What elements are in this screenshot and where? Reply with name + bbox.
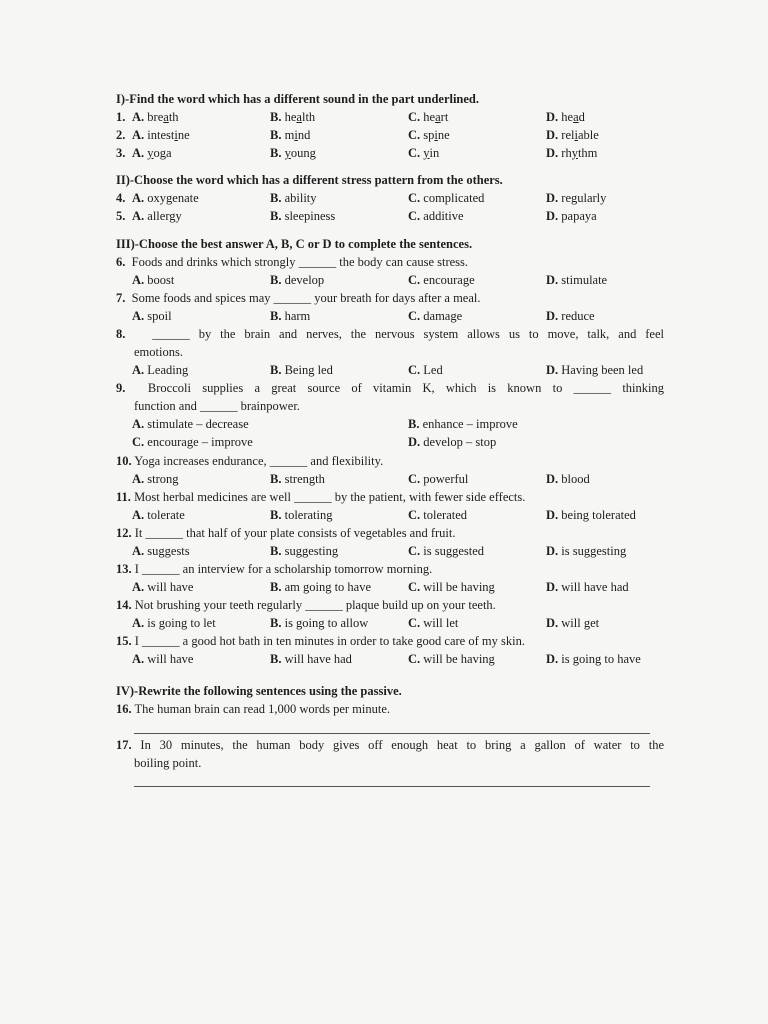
option-c: C. encourage – improve xyxy=(132,435,253,449)
question-stem: 9. Broccoli supplies a great source of vitamin K, which is known to ______ thinking xyxy=(116,381,665,395)
question-stem: 14. Not brushing your teeth regularly ______ plaque build up on your teeth. xyxy=(116,598,496,612)
option-a: A. stimulate – decrease xyxy=(132,417,249,431)
option-a: A. yoga xyxy=(132,146,172,160)
option-a: A. will have xyxy=(132,580,194,594)
question-stem: 10. Yoga increases endurance, ______ and flexibility. xyxy=(116,454,384,468)
option-a: A. strong xyxy=(132,472,179,486)
question-stem: 7. Some foods and spices may ______ your breath for days after a meal. xyxy=(116,291,481,305)
option-b: B. is going to allow xyxy=(270,616,369,630)
question-stem-continued: emotions. xyxy=(134,345,183,359)
option-c: C. additive xyxy=(408,209,464,223)
option-c: C. will let xyxy=(408,616,459,630)
question-stem-continued: function and ______ brainpower. xyxy=(134,399,300,413)
question-stem: 15. I ______ a good hot bath in ten minutes in order to take good care of my skin. xyxy=(116,634,525,648)
question-stem: 11. Most herbal medicines are well ______ by the patient, with fewer side effects. xyxy=(116,490,526,504)
option-b: B. Being led xyxy=(270,363,333,377)
option-a: A. Leading xyxy=(132,363,189,377)
option-c: C. will be having xyxy=(408,580,495,594)
option-c: C. powerful xyxy=(408,472,469,486)
question-stem: 16. The human brain can read 1,000 words per minute. xyxy=(116,702,391,716)
section-heading-4: IV)-Rewrite the following sentences using the passive. xyxy=(116,684,402,698)
question-number: 5. xyxy=(116,209,126,223)
section-heading-1: I)-Find the word which has a different sound in the part underlined. xyxy=(116,92,480,106)
option-b: B. young xyxy=(270,146,316,160)
option-b: B. suggesting xyxy=(270,544,339,558)
question-number: 4. xyxy=(116,191,126,205)
question-stem: 6. Foods and drinks which strongly ______ the body can cause stress. xyxy=(116,255,469,269)
option-c: C. encourage xyxy=(408,273,475,287)
option-d: D. is going to have xyxy=(546,652,641,666)
option-c: C. damage xyxy=(408,309,463,323)
option-a: A. spoil xyxy=(132,309,172,323)
option-c: C. tolerated xyxy=(408,508,468,522)
option-b: B. strength xyxy=(270,472,325,486)
option-d: D. stimulate xyxy=(546,273,608,287)
option-a: A. is going to let xyxy=(132,616,216,630)
option-d: D. reduce xyxy=(546,309,595,323)
answer-line[interactable] xyxy=(134,733,650,734)
option-d: D. will have had xyxy=(546,580,629,594)
question-stem: 12. It ______ that half of your plate consists of vegetables and fruit. xyxy=(116,526,456,540)
question-stem: 17. In 30 minutes, the human body gives off enough heat to bring a gallon of water to the xyxy=(116,738,664,752)
option-a: A. boost xyxy=(132,273,175,287)
option-b: B. develop xyxy=(270,273,325,287)
option-d: D. will get xyxy=(546,616,600,630)
option-b: B. ability xyxy=(270,191,317,205)
option-c: C. heart xyxy=(408,110,449,124)
option-a: A. breath xyxy=(132,110,179,124)
option-b: B. will have had xyxy=(270,652,352,666)
option-b: B. enhance – improve xyxy=(408,417,518,431)
question-number: 3. xyxy=(116,146,126,160)
option-c: C. will be having xyxy=(408,652,495,666)
question-stem: 13. I ______ an interview for a scholarship tomorrow morning. xyxy=(116,562,433,576)
option-a: A. suggests xyxy=(132,544,190,558)
question-stem: 8. ______ by the brain and nerves, the nervous system allows us to move, talk, and feel xyxy=(116,327,665,341)
option-d: D. reliable xyxy=(546,128,599,142)
question-number: 1. xyxy=(116,110,126,124)
option-c: C. spine xyxy=(408,128,450,142)
section-heading-3: III)-Choose the best answer A, B, C or D to complete the sentences. xyxy=(116,237,473,251)
answer-line[interactable] xyxy=(134,786,650,787)
option-d: D. regularly xyxy=(546,191,607,205)
option-a: A. will have xyxy=(132,652,194,666)
option-b: B. tolerating xyxy=(270,508,333,522)
option-a: A. allergy xyxy=(132,209,182,223)
option-d: D. being tolerated xyxy=(546,508,636,522)
option-d: D. head xyxy=(546,110,585,124)
option-c: C. is suggested xyxy=(408,544,485,558)
option-b: B. mind xyxy=(270,128,311,142)
section-heading-2: II)-Choose the word which has a different stress pattern from the others. xyxy=(116,173,503,187)
option-b: B. harm xyxy=(270,309,311,323)
option-c: C. yin xyxy=(408,146,440,160)
option-b: B. sleepiness xyxy=(270,209,336,223)
option-d: D. is suggesting xyxy=(546,544,627,558)
option-b: B. health xyxy=(270,110,316,124)
question-number: 2. xyxy=(116,128,126,142)
option-b: B. am going to have xyxy=(270,580,372,594)
option-a: A. oxygenate xyxy=(132,191,199,205)
question-stem-continued: boiling point. xyxy=(134,756,202,770)
option-d: D. papaya xyxy=(546,209,597,223)
option-d: D. Having been led xyxy=(546,363,644,377)
option-d: D. blood xyxy=(546,472,590,486)
option-c: C. Led xyxy=(408,363,443,377)
option-d: D. develop – stop xyxy=(408,435,497,449)
option-d: D. rhythm xyxy=(546,146,598,160)
option-a: A. intestine xyxy=(132,128,190,142)
option-a: A. tolerate xyxy=(132,508,185,522)
option-c: C. complicated xyxy=(408,191,485,205)
